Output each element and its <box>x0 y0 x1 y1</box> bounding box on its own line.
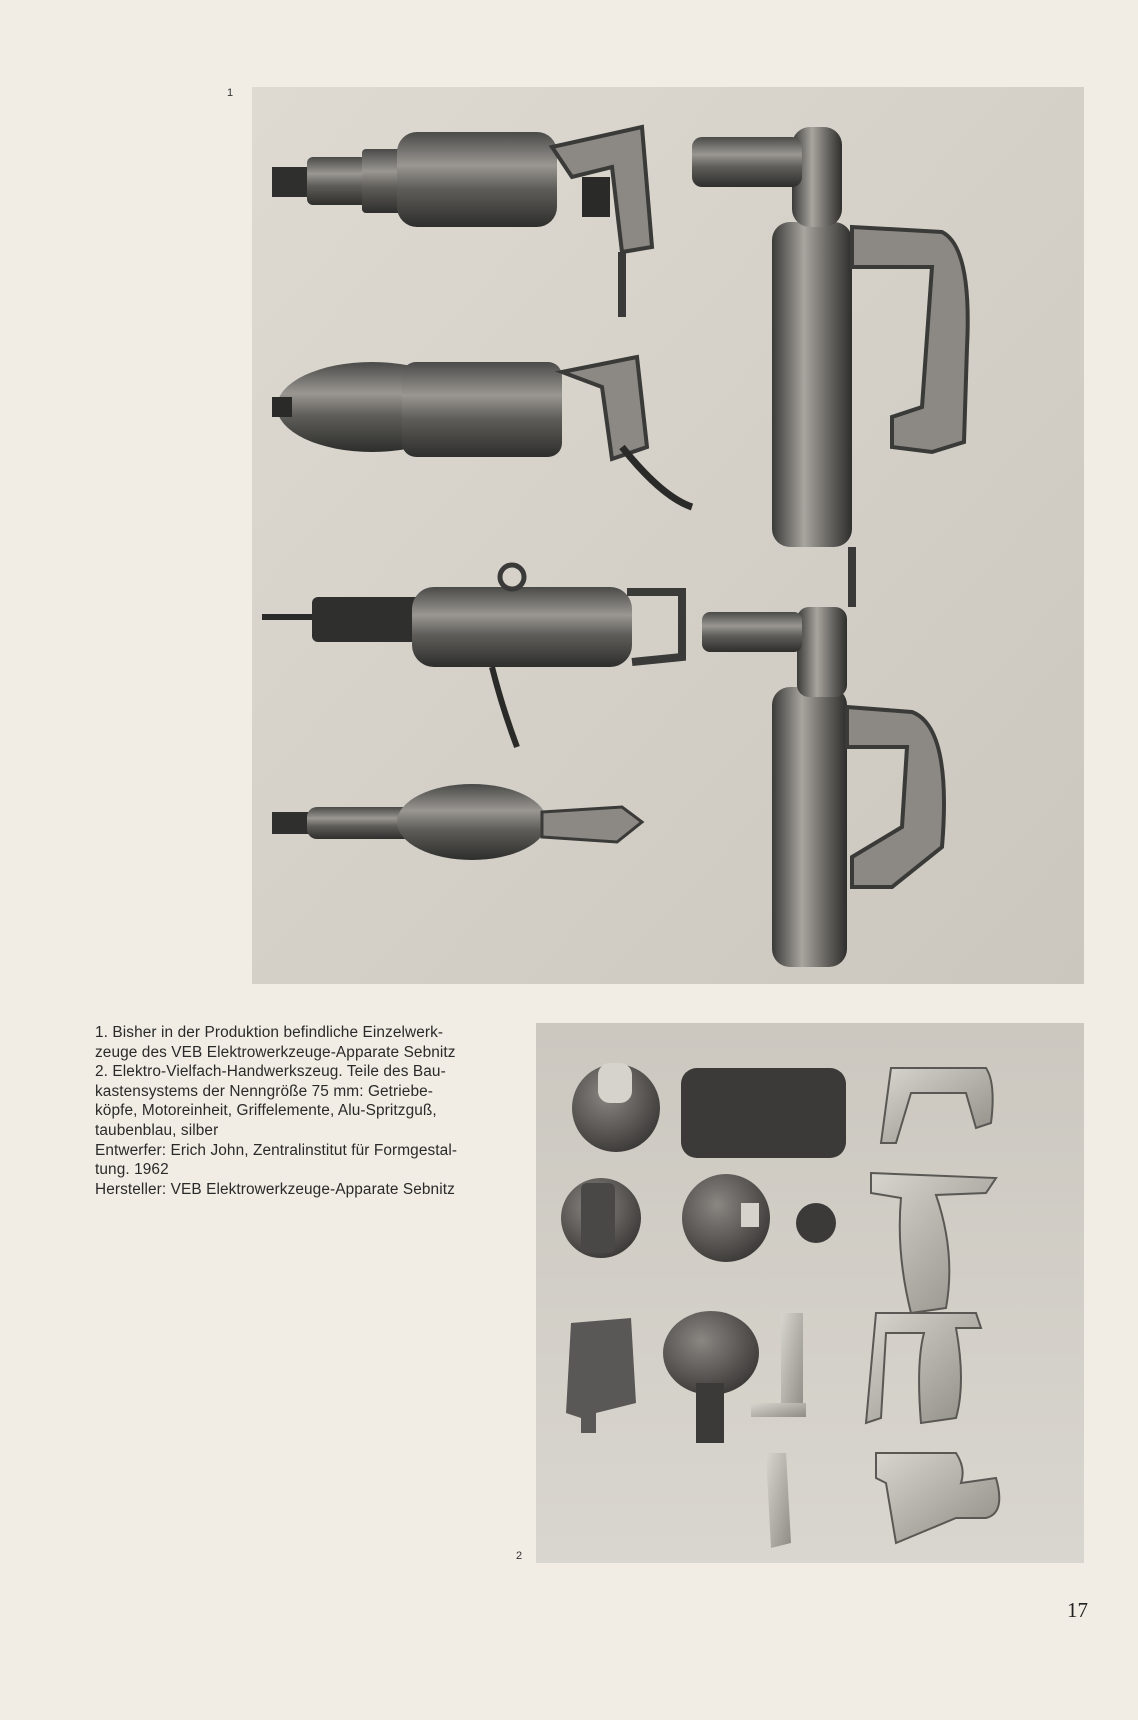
figure-1-photo <box>252 87 1084 984</box>
caption-line: taubenblau, silber <box>95 1121 219 1139</box>
caption-line: zeuge des VEB Elektrowerkzeuge-Apparate Sebnitz <box>95 1043 456 1061</box>
caption-line: köpfe, Motoreinheit, Griffelemente, Alu-Spritzguß, <box>95 1102 437 1120</box>
figure-2-photo <box>536 1023 1084 1563</box>
page-number: 17 <box>1067 1598 1088 1622</box>
caption-line: kastensystems der Nenngröße 75 mm: Getriebe- <box>95 1082 433 1100</box>
figure-1-number: 1 <box>227 87 234 99</box>
tool-components-illustration <box>536 1023 1084 1563</box>
power-tools-illustration <box>252 87 1084 984</box>
figure-caption <box>95 1023 495 1199</box>
caption-line: tung. 1962 <box>95 1161 169 1179</box>
figure-2-number: 2 <box>516 1550 523 1562</box>
caption-line: 1. Bisher in der Produktion befindliche Einzelwerk- <box>95 1024 444 1041</box>
caption-line: 2. Elektro-Vielfach-Handwerkszeug. Teile des Bau- <box>95 1063 446 1081</box>
caption-line: Hersteller: VEB Elektrowerkzeuge-Apparate Sebnitz <box>95 1180 455 1198</box>
caption-line: Entwerfer: Erich John, Zentralinstitut für Formgestal- <box>95 1141 458 1159</box>
